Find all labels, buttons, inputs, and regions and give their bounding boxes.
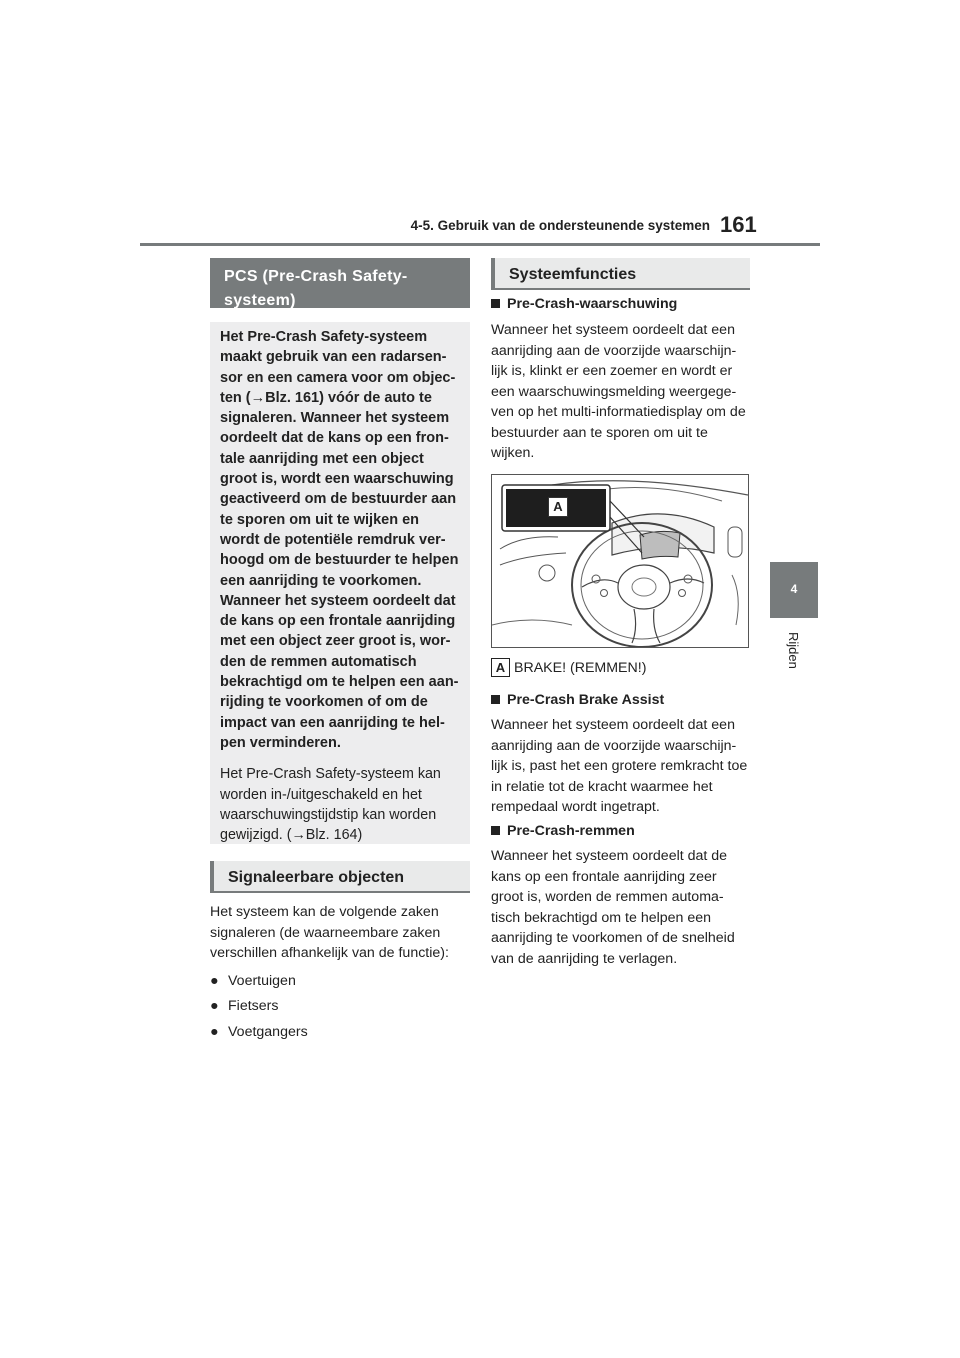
- chapter-label: Rijden: [786, 632, 801, 669]
- assist-title: [491, 690, 751, 710]
- objects-heading-text: Signaleerbare objecten: [228, 869, 405, 886]
- page-number: 161: [720, 212, 757, 237]
- warning-section: [491, 294, 751, 464]
- list-item: [210, 969, 472, 995]
- assist-section: [491, 690, 751, 818]
- brake-text: Wanneer het systeem oordeelt dat de kans op een frontale aanrijding zeer groot is, worden de remmen automa-tisch bekrachtigd om te helpen een aanrijding te voorkomen of de snelheid van de aanrijding te verlagen.: [491, 848, 735, 967]
- caption-text: BRAKE! (REMMEN!): [514, 660, 647, 676]
- pcs-heading: [210, 258, 470, 308]
- bullet-icon: ●: [210, 1023, 219, 1040]
- chapter-number: 4: [790, 582, 798, 596]
- square-bullet-icon: [491, 695, 500, 704]
- header-divider: [140, 243, 820, 246]
- list-item: [210, 1020, 472, 1046]
- pcs-heading-text: PCS (Pre-Crash Safety-systeem): [224, 268, 408, 309]
- square-bullet-icon: [491, 826, 500, 835]
- list-item: [210, 994, 472, 1020]
- bullet-icon: ●: [210, 998, 219, 1014]
- square-bullet-icon: [491, 299, 500, 308]
- objects-section: [210, 902, 472, 1045]
- functions-heading-text: Systeemfuncties: [509, 266, 637, 283]
- bullet-icon: ●: [210, 972, 219, 989]
- intro-bold-text: Het Pre-Crash Safety-systeem maakt gebruik van een radarsen-sor en een camera voor om objec-ten (→Blz. 161) vóór de auto te signaleren. Wanneer het systeem oordeelt dat de kans op een fron-tale aanrijding met een object groot is, wordt een waarschuwing geactiveerd om de bestuurder aan te sporen om uit te wijken en wordt de potentiële remdruk ver-hoogd om de bestuurder te helpen een aanrijding te voorkomen. Wanneer het systeem oordeelt dat de kans op een frontale aanrijding met een object zeer groot is, wor-den de remmen automatisch bekrachtigd om te helpen een aan-rijding te voorkomen of om de impact van een aanrijding te hel-pen verminderen.: [220, 329, 459, 751]
- brake-section: [491, 821, 751, 969]
- assist-text: Wanneer het systeem oordeelt dat een aanrijding aan de voorzijde waarschijn-lijk is, past het een grotere remkracht toe in relatie tot de kracht waarmee het rempedaal wordt ingetrapt.: [491, 717, 748, 815]
- caption-label: A: [491, 658, 510, 677]
- intro-normal-text: Het Pre-Crash Safety-systeem kan worden in-/uitgeschakeld en het waarschuwingstijdstip kan worden gewijzigd. (→Blz. 164): [220, 766, 441, 844]
- objects-heading: [210, 861, 470, 893]
- object-label: Voertuigen: [228, 972, 296, 989]
- figure-callout-label: A: [548, 497, 568, 517]
- dashboard-illustration: [491, 474, 749, 648]
- brake-title: [491, 821, 751, 841]
- warning-text: Wanneer het systeem oordeelt dat een aanrijding aan de voorzijde waarschijn-lijk is, klinkt er een zoemer en wordt er een waarschuwingsmelding weergege-ven op het multi-informatiedisplay om de bestuurder aan te sporen om uit te wijken.: [491, 322, 746, 461]
- objects-list: [210, 969, 472, 1046]
- functions-heading: [491, 258, 750, 290]
- object-label: Voetgangers: [228, 1023, 308, 1040]
- figure-caption: [491, 658, 751, 678]
- dashboard-drawing: [492, 475, 748, 647]
- object-label: Fietsers: [228, 998, 279, 1014]
- assist-title-text: Pre-Crash Brake Assist: [507, 692, 665, 708]
- objects-text: Het systeem kan de volgende zaken signaleren (de waarneembare zaken verschillen afhankelijk van de functie):: [210, 904, 449, 961]
- warning-title: [491, 294, 751, 314]
- brake-title-text: Pre-Crash-remmen: [507, 823, 635, 839]
- warning-title-text: Pre-Crash-waarschuwing: [507, 296, 678, 312]
- section-title: 4-5. Gebruik van de ondersteunende systemen: [410, 218, 710, 233]
- intro-box: [210, 322, 470, 844]
